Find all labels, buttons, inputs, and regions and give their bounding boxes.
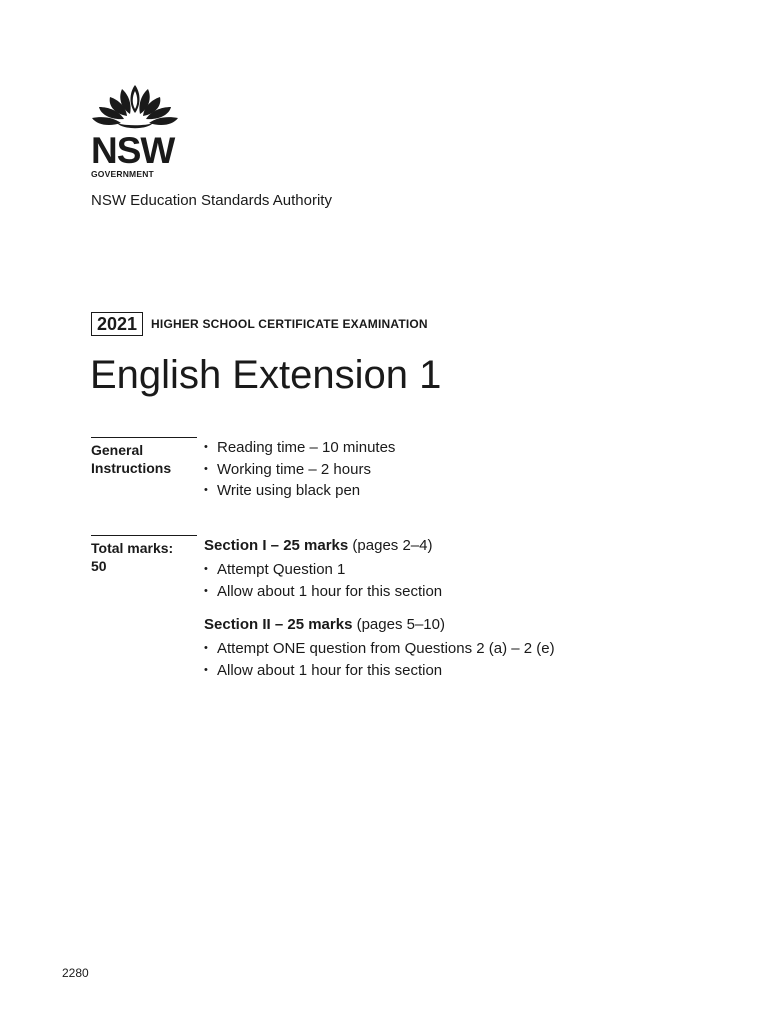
exam-type: HIGHER SCHOOL CERTIFICATE EXAMINATION [151, 317, 428, 331]
list-item: • Attempt Question 1 [204, 559, 664, 581]
sections-content [204, 535, 664, 681]
section-2-heading [204, 614, 664, 635]
exam-title: English Extension 1 [90, 353, 442, 397]
list-item: • Working time – 2 hours [204, 459, 664, 481]
list-item: • Write using black pen [204, 480, 664, 502]
general-instructions-label: General Instructions [91, 437, 197, 477]
total-marks-label: Total marks: 50 [91, 535, 197, 575]
section-2-pages: (pages 5–10) [356, 616, 445, 633]
section-1-pages: (pages 2–4) [352, 537, 433, 554]
section-2-list [204, 638, 664, 681]
exam-header [91, 312, 428, 336]
general-instructions-list [204, 437, 664, 502]
logo-nsw-text: NSW [91, 130, 175, 171]
list-item: • Allow about 1 hour for this section [204, 660, 664, 682]
logo-government-text: GOVERNMENT [91, 169, 154, 179]
exam-year: 2021 [91, 312, 143, 336]
document-code: 2280 [62, 966, 89, 980]
list-item: • Attempt ONE question from Questions 2 (a) – 2 (e) [204, 638, 664, 660]
list-item: • Allow about 1 hour for this section [204, 581, 664, 603]
nsw-government-logo [91, 83, 181, 179]
section-1-list [204, 559, 664, 602]
section-2-title: Section II – 25 marks [204, 616, 353, 633]
general-instructions-content [204, 437, 664, 502]
list-item: • Reading time – 10 minutes [204, 437, 664, 459]
authority-name: NSW Education Standards Authority [91, 192, 332, 209]
waratah-icon [91, 83, 179, 133]
section-1-title: Section I – 25 marks [204, 537, 349, 554]
section-1-heading [204, 535, 664, 556]
